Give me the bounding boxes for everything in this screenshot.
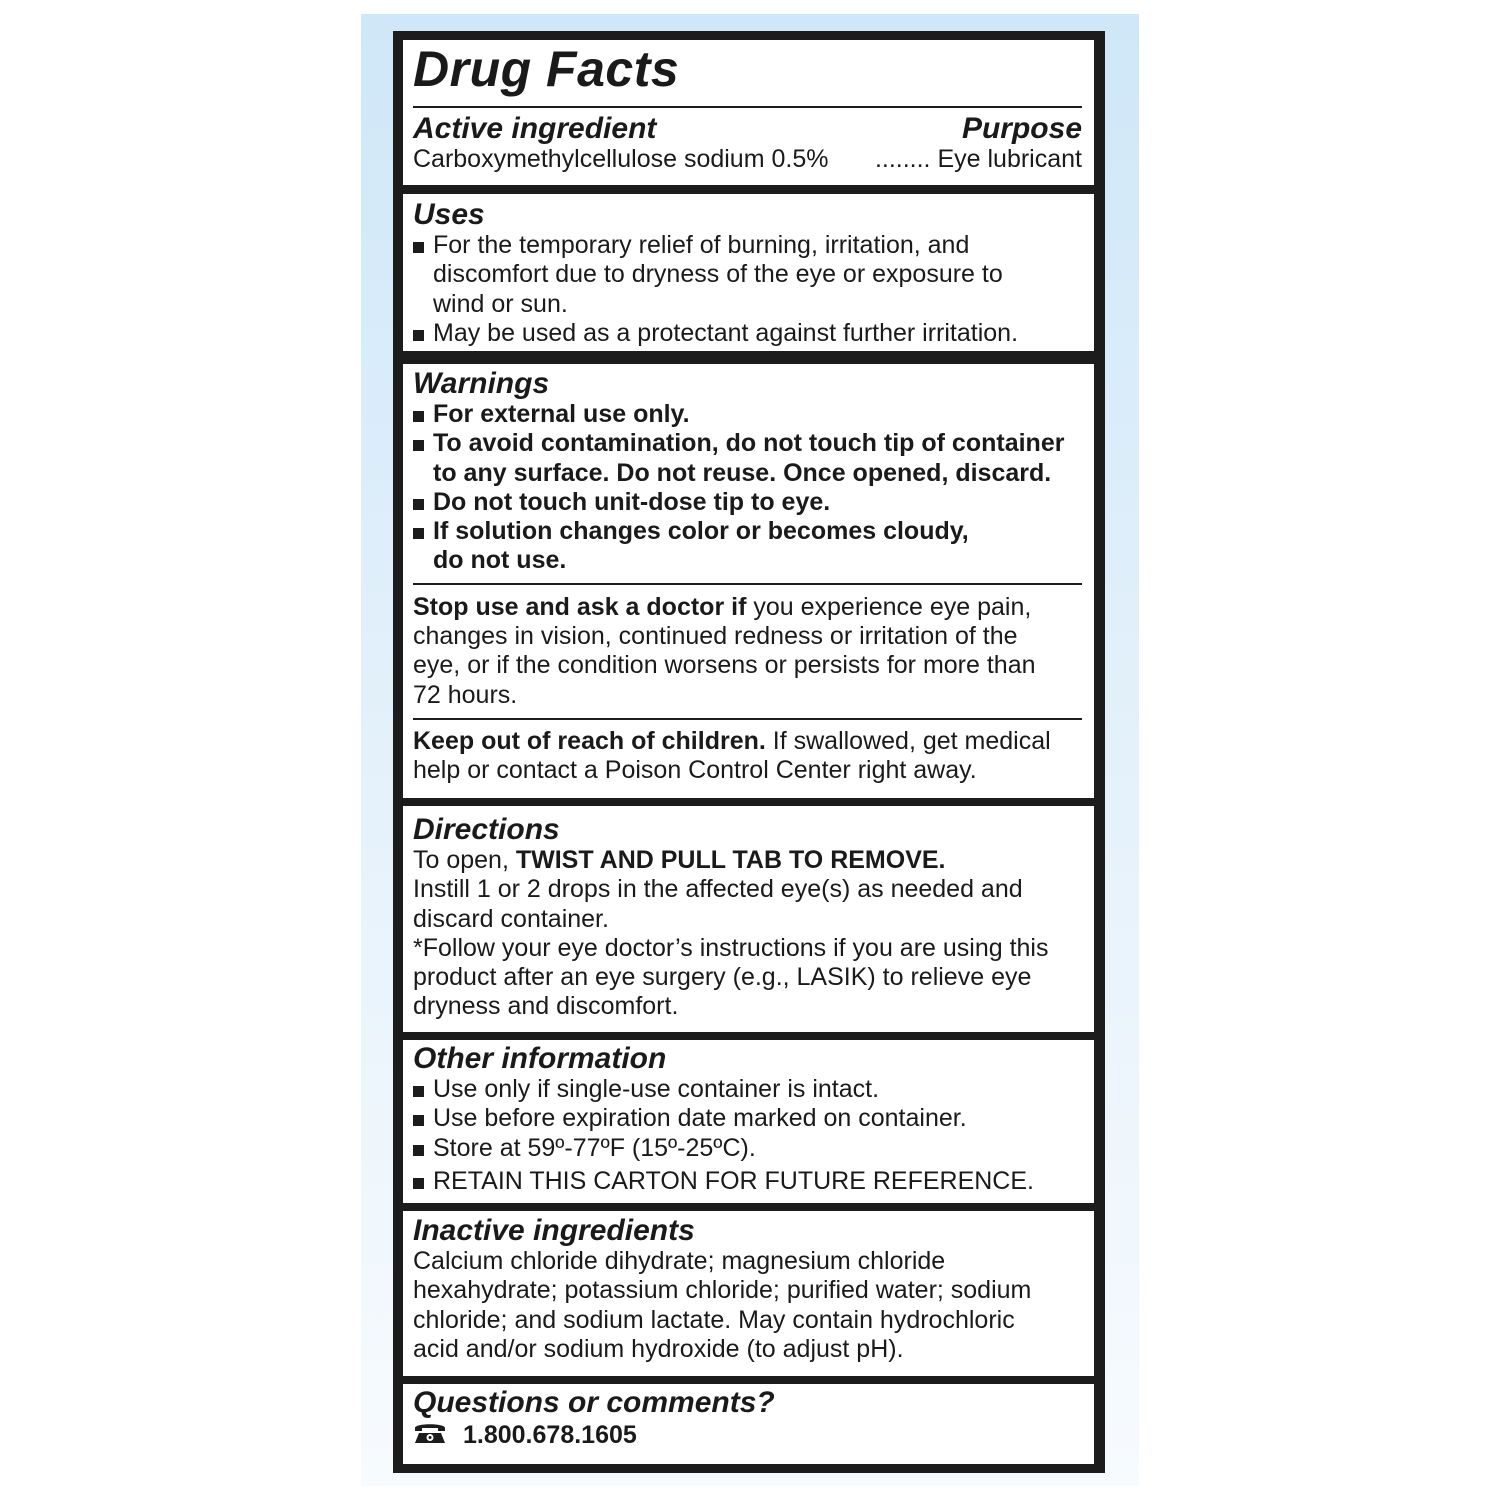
warnings-heading: Warnings	[413, 367, 550, 400]
directions-section: Directions To open, TWIST AND PULL TAB TO REMOVE. Instill 1 or 2 drops in the affected eye(s) as needed and discard container. *Follow your eye doctor’s instructions if you are using this product after an eye surgery (e.g., LASIK) to relieve eye dryness and discomfort.	[403, 806, 1094, 1032]
questions-heading: Questions or comments?	[413, 1386, 775, 1419]
list-item: For external use only.	[413, 400, 1082, 429]
stop-use-paragraph: Stop use and ask a doctor if you experience eye pain, changes in vision, continued redness or irritation of the eye, or if the condition worsens or persists for more than 72 hours.	[413, 592, 1036, 709]
list-item: For the temporary relief of burning, irritation, and discomfort due to dryness of the eye or exposure to wind or sun.	[413, 231, 1082, 319]
active-ingredient: Carboxymethylcellulose sodium 0.5%	[413, 145, 829, 173]
list-item: May be used as a protectant against further irritation.	[413, 319, 1082, 348]
other-information-heading: Other information	[413, 1042, 667, 1075]
bullet	[413, 1178, 424, 1189]
bullet	[413, 440, 424, 451]
open-instruction: To open, TWIST AND PULL TAB TO REMOVE.	[413, 846, 946, 874]
active-heading-row	[413, 113, 1082, 145]
other-information-section	[403, 1040, 1094, 1203]
bullet	[413, 1145, 424, 1156]
inactive-ingredients-section: Inactive ingredients Calcium chloride dihydrate; magnesium chloride hexahydrate; potassium chloride; purified water; sodium chloride; and sodium lactate. May contain hydrochloric acid and/or sodium hydroxide (to adjust pH).	[403, 1211, 1094, 1376]
uses-heading: Uses	[413, 198, 485, 231]
telephone-icon	[413, 1421, 463, 1450]
bullet	[413, 1086, 424, 1097]
divider	[413, 583, 1082, 585]
phone-number[interactable]: 1.800.678.1605	[463, 1421, 637, 1449]
page-title: Drug Facts	[413, 41, 680, 97]
list-item: To avoid contamination, do not touch tip of container to any surface. Do not reuse. Once opened, discard.	[413, 429, 1082, 488]
active-ingredient-row	[413, 145, 1082, 174]
divider	[413, 718, 1082, 720]
keep-out-lead: Keep out of reach of children.	[413, 726, 766, 755]
leader-dots: ........	[874, 145, 931, 173]
list-item: RETAIN THIS CARTON FOR FUTURE REFERENCE.	[413, 1167, 1082, 1196]
list-item: Use before expiration date marked on container.	[413, 1104, 1082, 1133]
purpose-value: Eye lubricant	[937, 145, 1082, 173]
stop-use-lead: Stop use and ask a doctor if	[413, 592, 747, 621]
list-item: If solution changes color or becomes cloudy, do not use.	[413, 517, 1082, 576]
bullet	[413, 330, 424, 341]
warnings-section	[403, 364, 1094, 798]
uses-section	[403, 194, 1094, 351]
bullet	[413, 499, 424, 510]
list-item: Use only if single-use container is intact.	[413, 1075, 1082, 1104]
purpose-heading: Purpose	[961, 112, 1082, 145]
title-section	[403, 40, 1094, 185]
active-ingredient-heading: Active ingredient	[413, 112, 657, 145]
inactive-ingredients-heading: Inactive ingredients	[413, 1214, 695, 1247]
list-item: Do not touch unit-dose tip to eye.	[413, 488, 1082, 517]
list-item: Store at 59º-77ºF (15º-25ºC).	[413, 1134, 1082, 1163]
keep-out-paragraph: Keep out of reach of children. If swallowed, get medical help or contact a Poison Control Center right away.	[413, 726, 1051, 785]
phone-row	[413, 1421, 1082, 1450]
bullet	[413, 1115, 424, 1126]
divider	[413, 106, 1082, 108]
directions-heading: Directions	[413, 813, 560, 846]
bullet	[413, 411, 424, 422]
questions-section	[403, 1384, 1094, 1464]
bullet	[413, 528, 424, 539]
bullet	[413, 242, 424, 253]
